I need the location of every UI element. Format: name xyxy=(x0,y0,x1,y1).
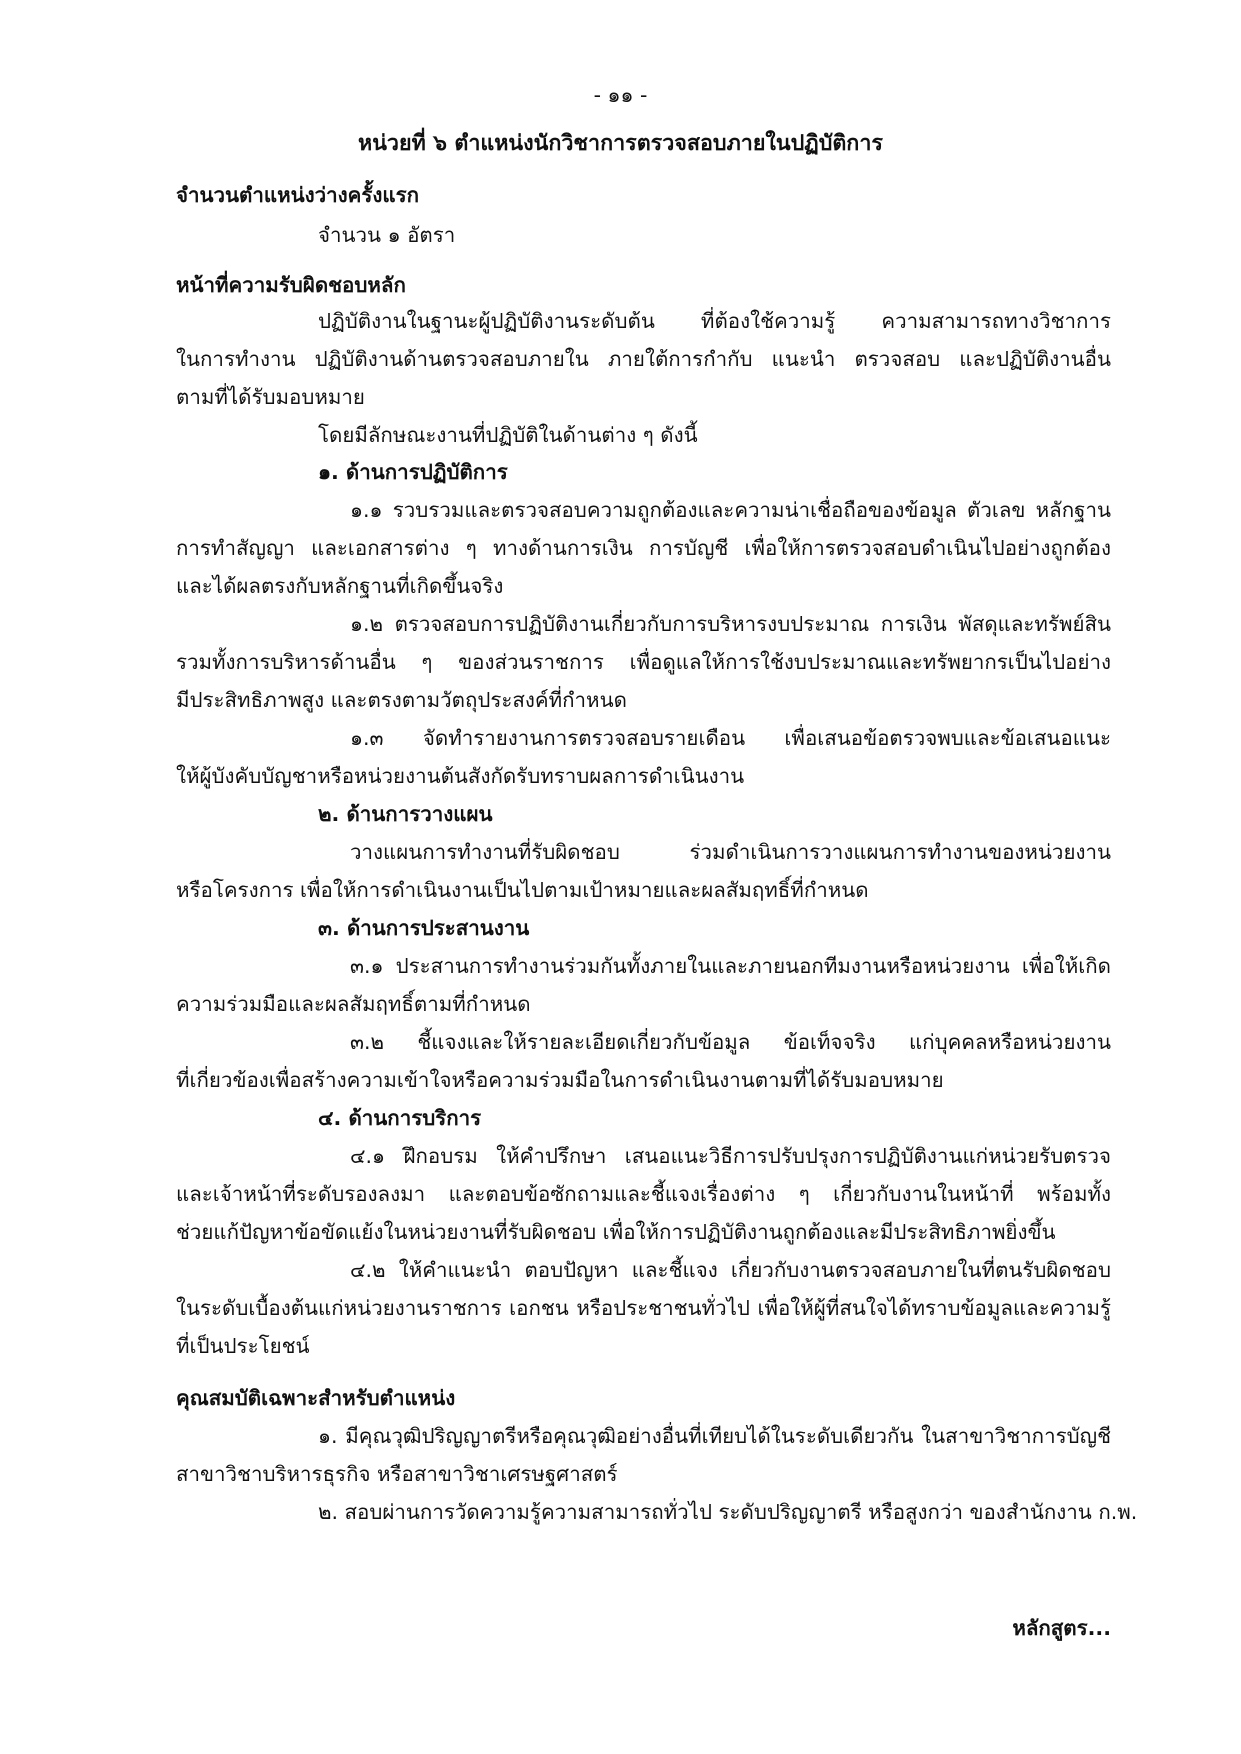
vacancy-heading: จำนวนตำแหน่งว่างครั้งแรก xyxy=(176,183,420,207)
section-item-line: และได้ผลตรงกับหลักฐานที่เกิดขึ้นจริง xyxy=(176,574,504,598)
section-item-line: การทำสัญญา และเอกสารต่าง ๆ ทางด้านการเงิน การบัญชี เพื่อให้การตรวจสอบดำเนินไปอย่างถูกต้อง xyxy=(176,536,1111,560)
section-item-line: ให้ผู้บังคับบัญชาหรือหน่วยงานต้นสังกัดรับทราบผลการดำเนินงาน xyxy=(176,764,745,788)
section-item-line: ๑.๒ ตรวจสอบการปฏิบัติงานเกี่ยวกับการบริหารงบประมาณ การเงิน พัสดุและทรัพย์สิน xyxy=(350,612,1111,636)
section-item-line: ช่วยแก้ปัญหาข้อขัดแย้งในหน่วยงานที่รับผิดชอบ เพื่อให้การปฏิบัติงานถูกต้องและมีประสิทธิภาพยิ่งขึ้น xyxy=(176,1220,1056,1244)
section-item-line: ในระดับเบื้องต้นแก่หน่วยงานราชการ เอกชน หรือประชาชนทั่วไป เพื่อให้ผู้ที่สนใจได้ทราบข้อมูลและความรู้ xyxy=(176,1296,1111,1320)
section-heading: ๑. ด้านการปฏิบัติการ xyxy=(318,460,508,484)
qualifications-heading: คุณสมบัติเฉพาะสำหรับตำแหน่ง xyxy=(176,1386,456,1410)
section-item-line: ที่เกี่ยวข้องเพื่อสร้างความเข้าใจหรือความร่วมมือในการดำเนินงานตามที่ได้รับมอบหมาย xyxy=(176,1068,944,1092)
section-heading: ๓. ด้านการประสานงาน xyxy=(318,916,530,940)
section-item-line: และเจ้าหน้าที่ระดับรองลงมา และตอบข้อซักถามและชี้แจงเรื่องต่าง ๆ เกี่ยวกับงานในหน้าที่ พร้อมทั้ง xyxy=(176,1182,1111,1206)
section-item-line: ความร่วมมือและผลสัมฤทธิ์ตามที่กำหนด xyxy=(176,992,531,1016)
section-item-line: ๓.๒ ชี้แจงและให้รายละเอียดเกี่ยวกับข้อมูล ข้อเท็จจริง แก่บุคคลหรือหน่วยงาน xyxy=(350,1030,1111,1054)
vacancy-text: จำนวน ๑ อัตรา xyxy=(318,223,456,247)
section-item-line: ๑.๓ จัดทำรายงานการตรวจสอบรายเดือน เพื่อเสนอข้อตรวจพบและข้อเสนอแนะ xyxy=(350,726,1111,750)
section-item-line: ๔.๒ ให้คำแนะนำ ตอบปัญหา และชี้แจง เกี่ยวกับงานตรวจสอบภายในที่ตนรับผิดชอบ xyxy=(350,1258,1111,1282)
qualification-line: ๒. สอบผ่านการวัดความรู้ความสามารถทั่วไป ระดับปริญญาตรี หรือสูงกว่า ของสำนักงาน ก.พ. xyxy=(318,1500,1138,1524)
section-item-line: รวมทั้งการบริหารด้านอื่น ๆ ของส่วนราชการ เพื่อดูแลให้การใช้งบประมาณและทรัพยากรเป็นไปอย่าง xyxy=(176,650,1111,674)
duties-heading: หน้าที่ความรับผิดชอบหลัก xyxy=(176,273,406,297)
duties-intro-line: ปฏิบัติงานในฐานะผู้ปฏิบัติงานระดับต้น ที่ต้องใช้ความรู้ ความสามารถทางวิชาการ xyxy=(318,309,1111,333)
duties-intro-line: ในการทำงาน ปฏิบัติงานด้านตรวจสอบภายใน ภายใต้การกำกับ แนะนำ ตรวจสอบ และปฏิบัติงานอื่น xyxy=(176,347,1111,371)
section-item-line: ๓.๑ ประสานการทำงานร่วมกันทั้งภายในและภายนอกทีมงานหรือหน่วยงาน เพื่อให้เกิด xyxy=(350,954,1111,978)
section-item-line: วางแผนการทำงานที่รับผิดชอบ ร่วมดำเนินการวางแผนการทำงานของหน่วยงาน xyxy=(350,840,1111,864)
section-heading: ๒. ด้านการวางแผน xyxy=(318,802,493,826)
duties-intro-line: ตามที่ได้รับมอบหมาย xyxy=(176,385,365,409)
section-item-line: ๑.๑ รวบรวมและตรวจสอบความถูกต้องและความน่าเชื่อถือของข้อมูล ตัวเลข หลักฐาน xyxy=(350,498,1111,522)
qualification-line: ๑. มีคุณวุฒิปริญญาตรีหรือคุณวุฒิอย่างอื่นที่เทียบได้ในระดับเดียวกัน ในสาขาวิชาการบัญชี xyxy=(318,1424,1111,1448)
section-item-line: ๔.๑ ฝึกอบรม ให้คำปรึกษา เสนอแนะวิธีการปรับปรุงการปฏิบัติงานแก่หน่วยรับตรวจ xyxy=(350,1144,1111,1168)
duties-lead: โดยมีลักษณะงานที่ปฏิบัติในด้านต่าง ๆ ดังนี้ xyxy=(318,423,698,447)
section-item-line: หรือโครงการ เพื่อให้การดำเนินงานเป็นไปตามเป้าหมายและผลสัมฤทธิ์ที่กำหนด xyxy=(176,878,869,902)
section-item-line: มีประสิทธิภาพสูง และตรงตามวัตถุประสงค์ที่กำหนด xyxy=(176,688,627,712)
continuation-text: หลักสูตร... xyxy=(1012,1616,1111,1640)
section-heading: ๔. ด้านการบริการ xyxy=(318,1106,482,1130)
page-number: - ๑๑ - xyxy=(593,83,648,107)
page-title: หน่วยที่ ๖ ตำแหน่งนักวิชาการตรวจสอบภายในปฏิบัติการ xyxy=(358,131,883,156)
qualification-line: สาขาวิชาบริหารธุรกิจ หรือสาขาวิชาเศรษฐศาสตร์ xyxy=(176,1462,618,1486)
section-item-line: ที่เป็นประโยชน์ xyxy=(176,1334,310,1358)
